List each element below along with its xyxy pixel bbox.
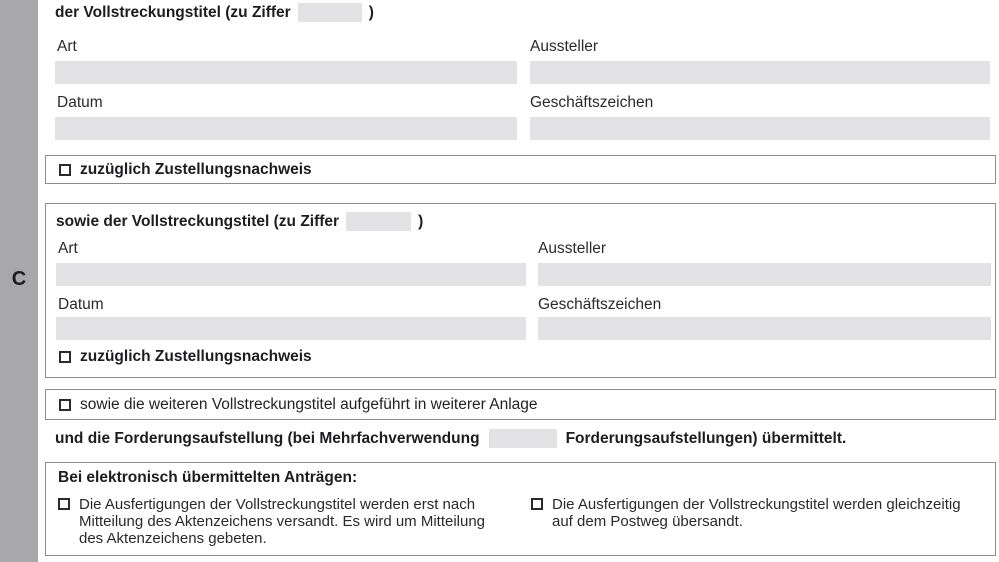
vollstreckungstitel-2-box <box>45 203 996 378</box>
art-2-label: Art <box>58 240 78 257</box>
zustellungsnachweis-2-row <box>59 348 312 366</box>
elektronisch-left-checkbox[interactable] <box>58 498 70 510</box>
datum-1-label: Datum <box>57 94 103 111</box>
art-2-field[interactable] <box>56 263 526 286</box>
aussteller-1-label: Aussteller <box>530 38 599 55</box>
elektronisch-right-checkbox[interactable] <box>531 498 543 510</box>
title-row-2 <box>56 212 423 231</box>
aussteller-2-label: Aussteller <box>538 240 607 257</box>
forderungsaufstellung-text-before: und die Forderungsaufstellung (bei Mehrfachverwendung <box>55 429 480 447</box>
title-2-close: ) <box>418 212 424 230</box>
aussteller-1-field[interactable] <box>530 61 990 84</box>
elektronisch-left-label: Die Ausfertigungen der Vollstreckungstitel werden erst nach Mitteilung des Aktenzeichens versandt. Es wird um Mitteilung des Aktenzeichens gebeten. <box>79 496 486 547</box>
zustellungsnachweis-1-row <box>59 161 312 179</box>
datum-2-field[interactable] <box>56 317 526 340</box>
forderungsaufstellung-row <box>55 429 846 448</box>
ziffer-1-field[interactable] <box>298 3 362 22</box>
art-1-field[interactable] <box>55 61 517 84</box>
zustellungsnachweis-1-checkbox[interactable] <box>59 164 71 176</box>
geschaeftszeichen-2-label: Geschäftszeichen <box>538 296 662 313</box>
elektronisch-option-left <box>58 496 520 547</box>
section-letter: C <box>11 268 27 290</box>
geschaeftszeichen-1-field[interactable] <box>530 117 990 140</box>
weitere-titel-box <box>45 389 996 420</box>
elektronisch-box <box>45 462 996 556</box>
forderungsaufstellung-text-after: Forderungsaufstellungen) übermittelt. <box>565 429 847 447</box>
zustellungsnachweis-2-checkbox[interactable] <box>59 351 71 363</box>
zustellungsnachweis-1-box <box>45 155 996 184</box>
aussteller-2-field[interactable] <box>538 263 991 286</box>
weitere-titel-label: sowie die weiteren Vollstreckungstitel aufgeführt in weiterer Anlage <box>80 396 538 413</box>
datum-2-label: Datum <box>58 296 104 313</box>
weitere-titel-row <box>59 396 538 414</box>
geschaeftszeichen-2-field[interactable] <box>538 317 991 340</box>
title-1-close: ) <box>368 3 374 21</box>
art-1-label: Art <box>57 38 77 55</box>
title-row-1 <box>55 3 374 22</box>
section-marker-bar <box>0 0 38 562</box>
elektronisch-option-right <box>531 496 991 530</box>
title-1-text: der Vollstreckungstitel (zu Ziffer <box>55 3 291 21</box>
geschaeftszeichen-1-label: Geschäftszeichen <box>530 94 654 111</box>
elektronisch-right-label: Die Ausfertigungen der Vollstreckungstitel werden gleichzeitig auf dem Postweg übersandt. <box>552 496 961 530</box>
form-content <box>45 0 996 562</box>
zustellungsnachweis-1-label: zuzüglich Zustellungsnachweis <box>80 161 312 178</box>
title-2-text: sowie der Vollstreckungstitel (zu Ziffer <box>56 212 340 230</box>
anzahl-forderungsaufstellungen-field[interactable] <box>489 429 557 448</box>
ziffer-2-field[interactable] <box>346 212 411 231</box>
datum-1-field[interactable] <box>55 117 517 140</box>
zustellungsnachweis-2-label: zuzüglich Zustellungsnachweis <box>80 348 312 365</box>
elektronisch-heading: Bei elektronisch übermittelten Anträgen: <box>58 469 358 486</box>
weitere-titel-checkbox[interactable] <box>59 399 71 411</box>
